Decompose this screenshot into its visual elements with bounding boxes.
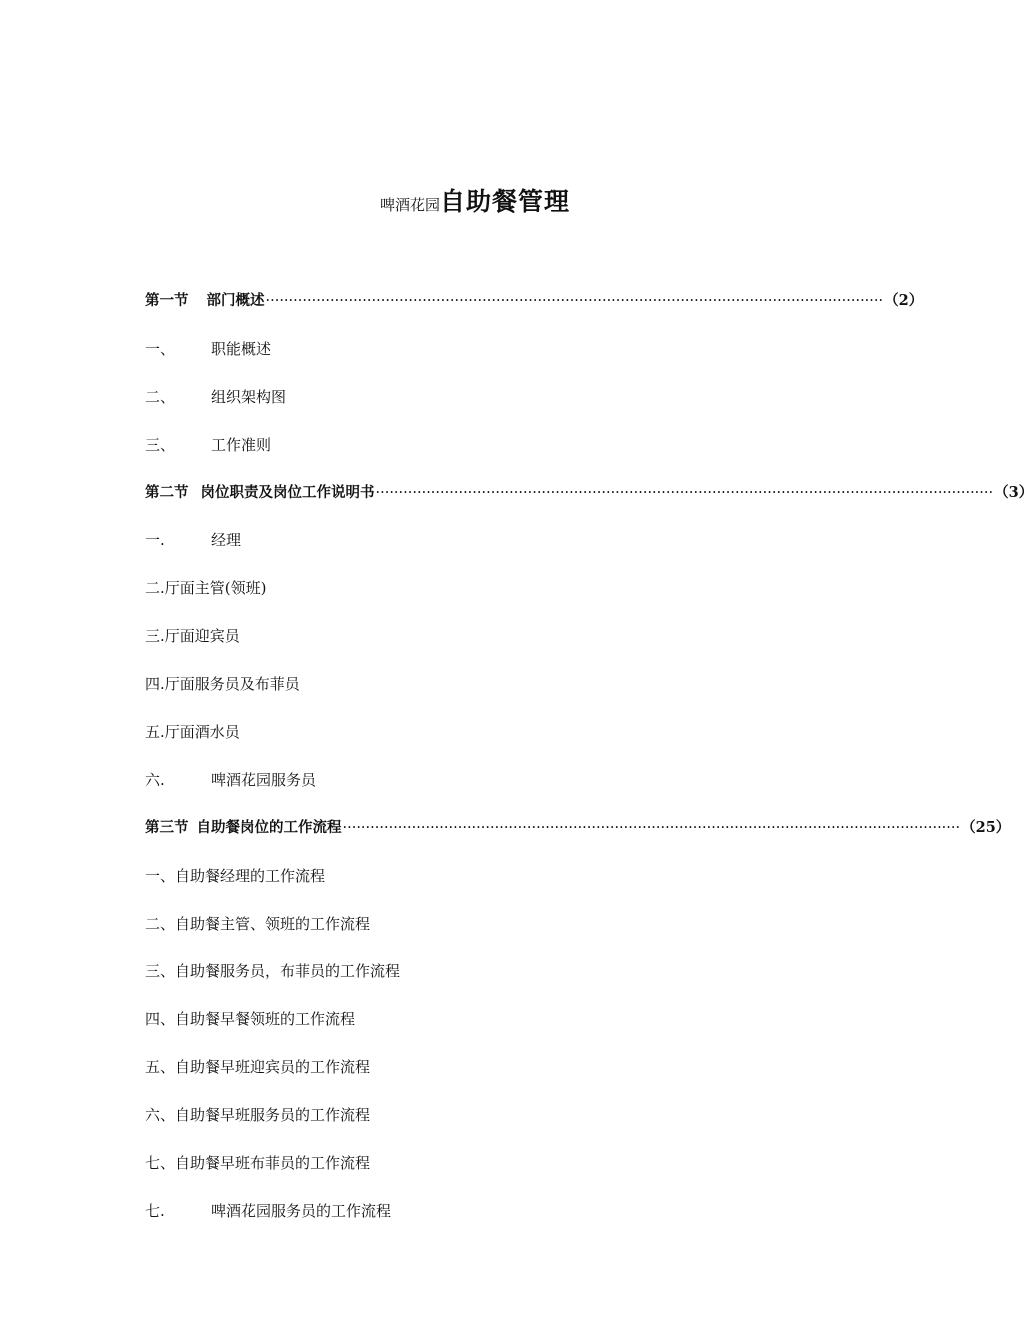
section-name: 自助餐岗位的工作流程 bbox=[196, 818, 342, 836]
toc-item[interactable] bbox=[145, 719, 815, 767]
item-number: 六、 bbox=[145, 1106, 176, 1125]
item-number: 一、 bbox=[145, 866, 176, 885]
item-number: 一. bbox=[145, 531, 165, 550]
item-text: 自助餐经理的工作流程 bbox=[175, 866, 326, 885]
item-number: 四、 bbox=[145, 1010, 176, 1029]
section-label: 第二节 bbox=[145, 483, 189, 501]
toc-item[interactable] bbox=[145, 1054, 815, 1102]
section-page-number: （25） bbox=[961, 818, 1011, 836]
item-text: 啤酒花园服务员的工作流程 bbox=[211, 1201, 392, 1220]
toc-item[interactable] bbox=[145, 432, 815, 480]
item-number: 四. bbox=[145, 675, 165, 694]
item-text: 工作准则 bbox=[211, 435, 272, 454]
toc-item[interactable] bbox=[145, 336, 815, 384]
toc-item[interactable] bbox=[145, 767, 815, 815]
item-text: 厅面迎宾员 bbox=[164, 627, 240, 646]
item-number: 二、 bbox=[145, 387, 176, 406]
item-number: 三. bbox=[145, 627, 165, 646]
section-label: 第一节 bbox=[145, 292, 189, 309]
section-label: 第三节 bbox=[145, 818, 189, 836]
item-number: 一、 bbox=[145, 339, 176, 358]
toc-item[interactable] bbox=[145, 384, 815, 432]
section-page-number: （3） bbox=[994, 483, 1033, 501]
dot-leader: ······································································································································ bbox=[265, 293, 884, 309]
item-text: 厅面服务员及布菲员 bbox=[164, 675, 300, 694]
toc-item[interactable] bbox=[145, 1150, 815, 1198]
toc-item[interactable] bbox=[145, 575, 815, 623]
item-number: 七. bbox=[145, 1201, 165, 1220]
item-text: 自助餐早餐领班的工作流程 bbox=[175, 1010, 356, 1029]
item-number: 六. bbox=[145, 770, 165, 789]
item-text: 啤酒花园服务员 bbox=[211, 770, 317, 789]
document-title bbox=[0, 182, 950, 218]
section-name: 岗位职责及岗位工作说明书 bbox=[200, 483, 375, 501]
item-number: 三、 bbox=[145, 435, 176, 454]
toc-section-2[interactable] bbox=[145, 480, 1033, 528]
toc-item[interactable] bbox=[145, 527, 815, 575]
item-text: 自助餐早班迎宾员的工作流程 bbox=[175, 1058, 371, 1077]
toc-item[interactable] bbox=[145, 958, 815, 1006]
section-name: 部门概述 bbox=[206, 292, 265, 309]
item-text: 自助餐主管、领班的工作流程 bbox=[175, 914, 371, 933]
title-main: 自助餐管理 bbox=[440, 187, 571, 216]
table-of-contents bbox=[145, 288, 1033, 1246]
toc-section-3[interactable] bbox=[145, 815, 1011, 863]
title-prefix: 啤酒花园 bbox=[379, 196, 440, 214]
item-number: 三、 bbox=[145, 962, 176, 981]
item-text: 厅面酒水员 bbox=[164, 723, 240, 742]
item-text: 职能概述 bbox=[211, 339, 272, 358]
toc-item[interactable] bbox=[145, 1006, 815, 1054]
item-number: 二、 bbox=[145, 914, 176, 933]
item-text: 经理 bbox=[211, 531, 242, 550]
toc-section-1[interactable] bbox=[145, 288, 924, 336]
item-text: 自助餐早班布菲员的工作流程 bbox=[175, 1154, 371, 1173]
item-text: 自助餐早班服务员的工作流程 bbox=[175, 1106, 371, 1125]
section-page-number: （2） bbox=[884, 292, 924, 309]
dot-leader: ······································································································································ bbox=[375, 484, 994, 501]
toc-item[interactable] bbox=[145, 1102, 815, 1150]
item-number: 二. bbox=[145, 579, 165, 598]
toc-item[interactable] bbox=[145, 623, 815, 671]
item-text: 厅面主管(领班) bbox=[164, 579, 267, 598]
item-text: 组织架构图 bbox=[211, 387, 287, 406]
item-text: 自助餐服务员，布菲员的工作流程 bbox=[175, 962, 401, 981]
toc-item[interactable] bbox=[145, 1198, 815, 1246]
toc-item[interactable] bbox=[145, 911, 815, 959]
dot-leader: ······································································································································ bbox=[342, 819, 961, 836]
toc-item[interactable] bbox=[145, 863, 815, 911]
toc-item[interactable] bbox=[145, 671, 815, 719]
item-number: 五、 bbox=[145, 1058, 176, 1077]
item-number: 五. bbox=[145, 723, 165, 742]
item-number: 七、 bbox=[145, 1154, 176, 1173]
